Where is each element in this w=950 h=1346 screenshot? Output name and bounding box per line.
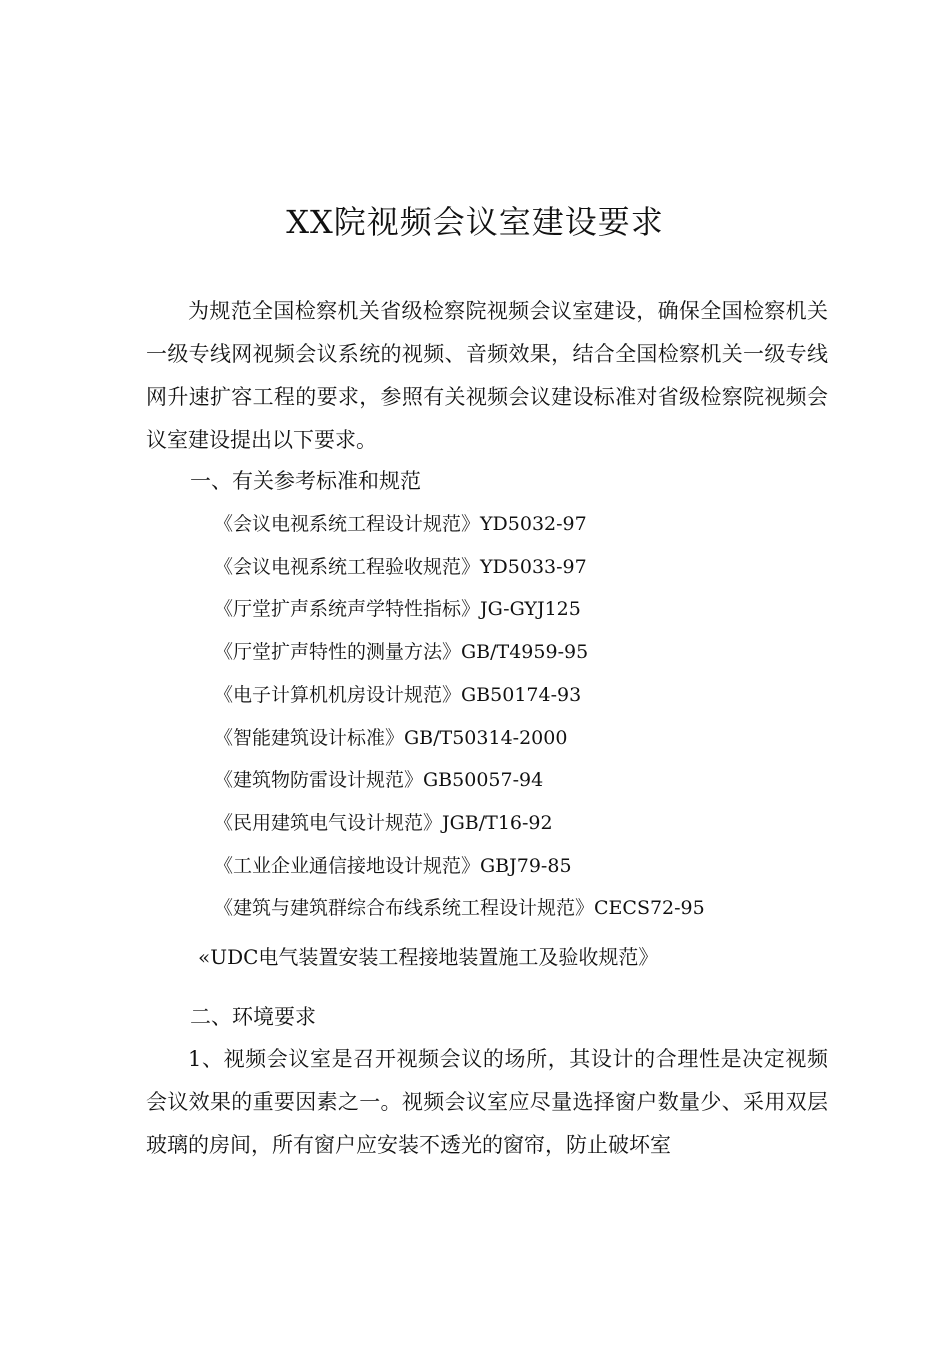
reference-item: 《电子计算机机房设计规范》GB50174-93 bbox=[214, 683, 582, 706]
reference-item: 《民用建筑电气设计规范》JGB/T16-92 bbox=[214, 811, 553, 834]
reference-item: 《会议电视系统工程验收规范》YD5033-97 bbox=[214, 555, 587, 578]
section-heading-references: 一、有关参考标准和规范 bbox=[190, 469, 421, 493]
reference-item: 《厅堂扩声系统声学特性指标》JG-GYJ125 bbox=[214, 598, 581, 621]
reference-item: 《建筑物防雷设计规范》GB50057-94 bbox=[214, 769, 544, 792]
reference-item: 《建筑与建筑群综合布线系统工程设计规范》CECS72-95 bbox=[214, 897, 705, 920]
reference-item: 《智能建筑设计标准》GB/T50314-2000 bbox=[214, 726, 568, 749]
environment-paragraph-1: 1、视频会议室是召开视频会议的场所，其设计的合理性是决定视频会议效果的重要因素之一。视频会议室应尽量选择窗户数量少、采用双层玻璃的房间，所有窗户应安装不透光的窗帘，防止破坏室 bbox=[146, 1047, 828, 1157]
document-title: XX院视频会议室建设要求 bbox=[286, 203, 664, 241]
reference-item: 《工业企业通信接地设计规范》GBJ79-85 bbox=[214, 854, 572, 877]
section-heading-environment: 二、环境要求 bbox=[190, 1005, 316, 1029]
reference-item: 《会议电视系统工程设计规范》YD5032-97 bbox=[214, 513, 587, 535]
reference-item: 《厅堂扩声特性的测量方法》GB/T4959-95 bbox=[214, 641, 589, 664]
intro-paragraph: 为规范全国检察机关省级检察院视频会议室建设，确保全国检察机关一级专线网视频会议系统的视频、音频效果，结合全国检察机关一级专线网升速扩容工程的要求，参照有关视频会议建设标准对省级检察院视频会议室建设提出以下要求。 bbox=[146, 299, 828, 452]
udc-reference: «UDC电气装置安装工程接地装置施工及验收规范》 bbox=[198, 945, 659, 969]
reference-list bbox=[214, 503, 705, 930]
